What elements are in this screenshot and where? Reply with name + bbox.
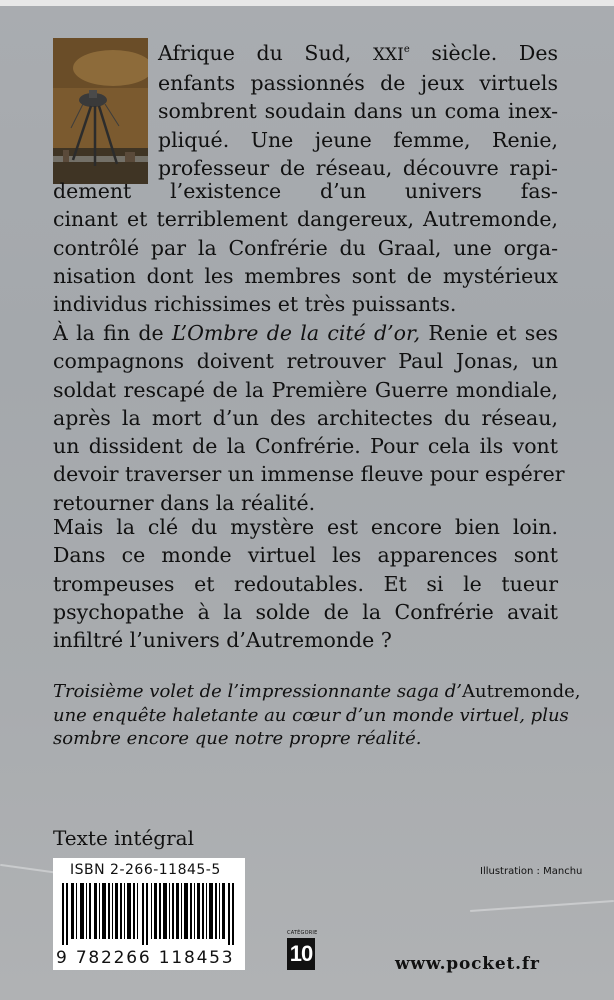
synopsis-line: Afrique du Sud, XXIe siècle. Des — [158, 40, 559, 65]
synopsis-line: un dissident de la Confrérie. Pour cela ils vont — [53, 434, 558, 459]
illustration-credit: Illustration : Manchu — [480, 866, 583, 877]
category-label: CATÉGORIE — [287, 930, 318, 936]
cover-edge — [0, 0, 614, 6]
barcode-digits: 9 782266 118453 — [56, 948, 235, 968]
synopsis-line: compagnons doivent retrouver Paul Jonas, un — [53, 349, 558, 374]
synopsis-paragraph-1-bottom — [53, 177, 558, 318]
cover-crease — [0, 864, 60, 874]
cover-crease — [470, 900, 614, 912]
synopsis-line: Mais la clé du mystère est encore bien loin. — [53, 515, 558, 539]
synopsis-line: soldat rescapé de la Première Guerre mondiale, — [53, 377, 558, 402]
synopsis-line: cinant et terriblement dangereux, Autremonde, — [53, 207, 558, 232]
synopsis-line: À la fin de L’Ombre de la cité d’or, Renie et ses — [53, 321, 558, 345]
cover-illustration — [53, 38, 148, 184]
texte-integral-label: Texte intégral — [53, 826, 194, 850]
synopsis-line: trompeuses et redoutables. Et si le tueur — [53, 571, 558, 596]
synopsis-paragraph-3 — [53, 513, 558, 654]
synopsis-line: Dans ce monde virtuel les apparences sont — [53, 543, 558, 568]
synopsis-line: pliqué. Une jeune femme, Renie, — [158, 127, 558, 152]
synopsis-line: retourner dans la réalité. — [53, 490, 316, 515]
synopsis-line: sombrent soudain dans un coma inex- — [158, 99, 558, 124]
barcode-icon — [62, 883, 238, 945]
synopsis-line: infiltré l’univers d’Autremonde ? — [53, 628, 392, 653]
category-value: 10 — [287, 938, 315, 970]
synopsis-line: nisation dont les membres sont de mystérieux — [53, 263, 558, 288]
publisher-website: www.pocket.fr — [395, 954, 540, 974]
synopsis-paragraph-1-top — [158, 36, 558, 182]
synopsis-line: professeur de réseau, découvre rapi- — [158, 156, 558, 181]
series-tagline: Troisième volet de l’impressionnante saga d’Autremonde, une enquête haletante au cœur d’un monde virtuel, plus sombre encore que notre propre réalité. — [53, 681, 581, 749]
synopsis-line: individus richissimes et très puissants. — [53, 292, 457, 317]
synopsis-line: contrôlé par la Confrérie du Graal, une orga- — [53, 235, 558, 260]
isbn-number: ISBN 2-266-11845-5 — [70, 862, 221, 878]
book-title-reference: L’Ombre de la cité d’or, — [171, 321, 421, 345]
synopsis-line: devoir traverser un immense fleuve pour espérer — [53, 462, 565, 487]
category-badge — [287, 930, 318, 970]
synopsis-line: après la mort d’un des architectes du réseau, — [53, 405, 558, 430]
synopsis-paragraph-2 — [53, 319, 565, 517]
synopsis-line: enfants passionnés de jeux virtuels — [158, 71, 558, 96]
synopsis-line: psychopathe à la solde de la Confrérie avait — [53, 599, 558, 624]
synopsis-line: dement l’existence d’un univers fas- — [53, 179, 558, 203]
